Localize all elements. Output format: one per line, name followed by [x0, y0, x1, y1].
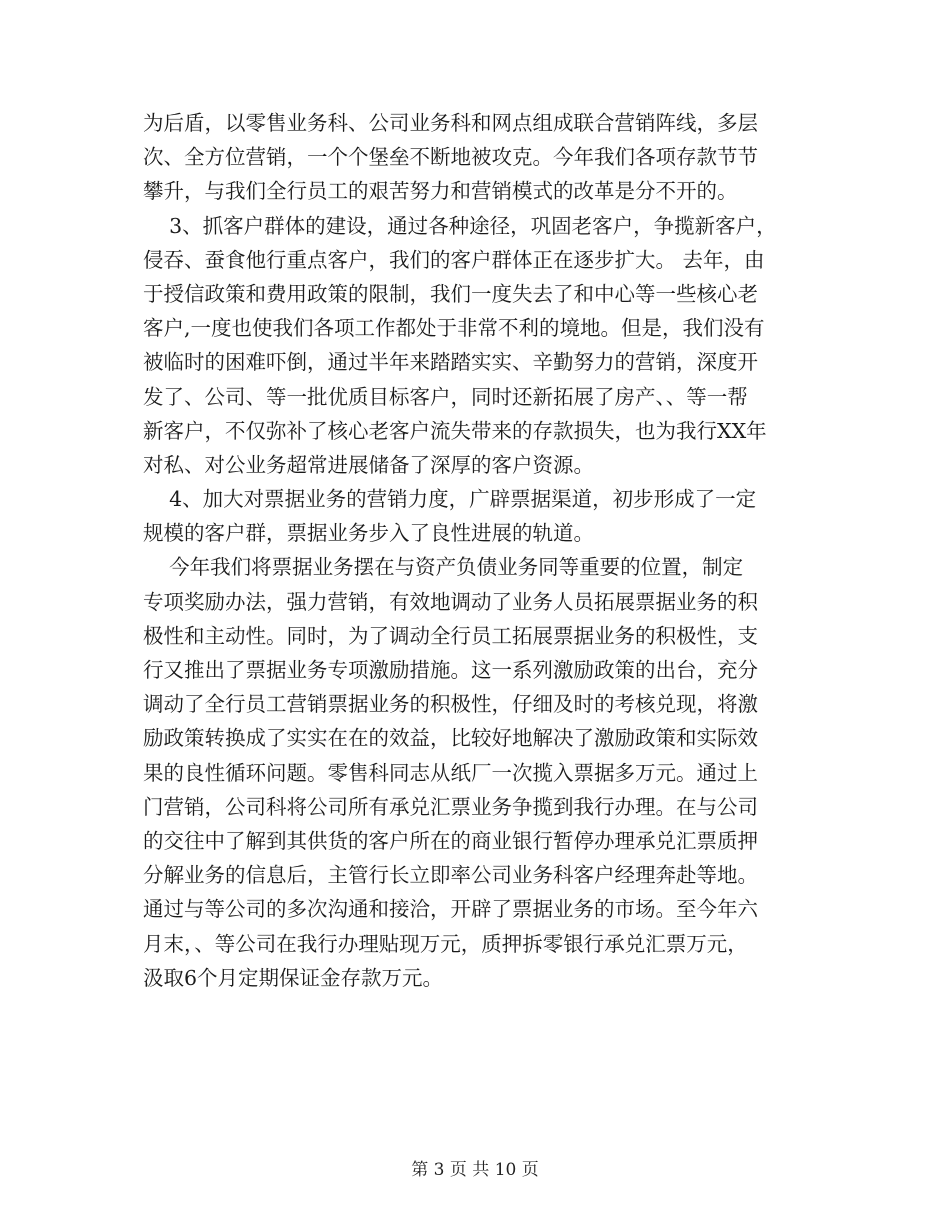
text-line: 的交往中了解到其供货的客户所在的商业银行暂停办理承兑汇票质押: [143, 828, 758, 853]
text-line: 为后盾，以零售业务科、公司业务科和网点组成联合营销阵线，多层: [143, 111, 758, 135]
text-line: 规模的客户群，票据业务步入了良性进展的轨道。: [143, 521, 594, 546]
text-line: 侵吞、蚕食他行重点客户，我们的客户群体正在逐步扩大。 去年，由: [143, 247, 765, 272]
page-footer: 第 3 页 共 10 页: [411, 1160, 539, 1180]
text-line: 4、加大对票据业务的营销力度，广辟票据渠道，初步形成了一定: [143, 487, 757, 512]
text-line: 今年我们将票据业务摆在与资产负债业务同等重要的位置，制定: [143, 555, 744, 580]
text-line: 客户,一度也使我们各项工作都处于非常不利的境地。但是，我们没有: [143, 316, 765, 341]
text-line: 极性和主动性。同时，为了调动全行员工拓展票据业务的积极性，支: [143, 623, 758, 648]
text-line: 汲取6个月定期保证金存款万元。: [143, 965, 444, 990]
text-line: 通过与等公司的多次沟通和接洽，开辟了票据业务的市场。至今年六: [143, 897, 758, 922]
text-line: 励政策转换成了实实在在的效益，比较好地解决了激励政策和实际效: [143, 726, 758, 751]
body-text: [143, 106, 813, 995]
text-line: 分解业务的信息后，主管行长立即率公司业务科客户经理奔赴等地。: [143, 863, 758, 888]
text-line: 专项奖励办法，强力营销，有效地调动了业务人员拓展票据业务的积: [143, 589, 758, 614]
text-line: 对私、对公业务超常进展储备了深厚的客户资源。: [143, 452, 594, 477]
text-line: 次、全方位营销，一个个堡垒不断地被攻克。今年我们各项存款节节: [143, 145, 758, 170]
text-line: 发了、公司、等一批优质目标客户，同时还新拓展了房产、、等一帮: [143, 384, 748, 409]
text-line: 果的良性循环问题。零售科同志从纸厂一次揽入票据多万元。通过上: [143, 760, 758, 785]
text-line: 新客户，不仅弥补了核心老客户流失带来的存款损失，也为我行XX年: [143, 418, 767, 443]
text-line: 调动了全行员工营销票据业务的积极性，仔细及时的考核兑现，将激: [143, 692, 758, 717]
text-line: 攀升，与我们全行员工的艰苦努力和营销模式的改革是分不开的。: [143, 179, 738, 204]
text-line: 行又推出了票据业务专项激励措施。这一系列激励政策的出台，充分: [143, 658, 758, 682]
text-line: 于授信政策和费用政策的限制，我们一度失去了和中心等一些核心老: [143, 281, 758, 306]
text-line: 3、抓客户群体的建设，通过各种途径，巩固老客户，争揽新客户，: [143, 213, 777, 238]
text-line: 门营销，公司科将公司所有承兑汇票业务争揽到我行办理。在与公司: [143, 794, 758, 819]
text-line: 被临时的困难吓倒，通过半年来踏踏实实、辛勤努力的营销，深度开: [143, 350, 758, 375]
text-line: 月末，、等公司在我行办理贴现万元，质押拆零银行承兑汇票万元，: [143, 931, 748, 956]
